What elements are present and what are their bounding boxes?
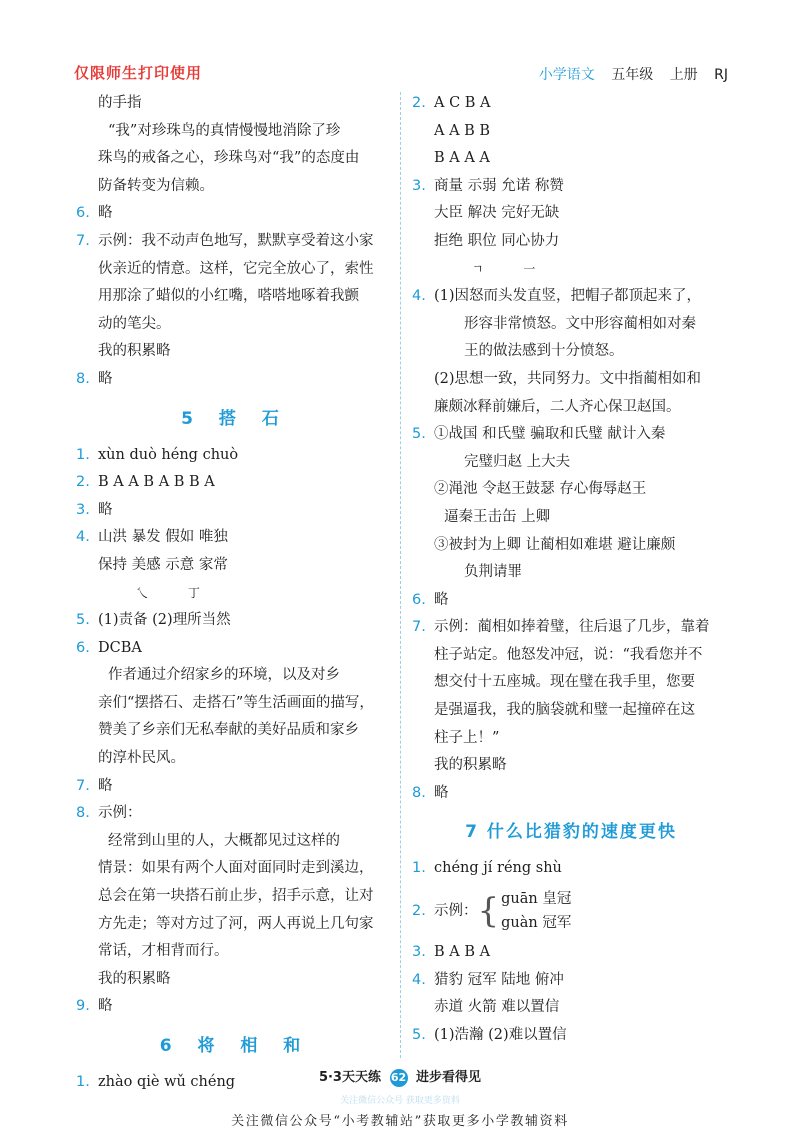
item-number: 3. xyxy=(412,177,426,194)
item-text: 略 xyxy=(98,205,113,222)
answer-line: 形容非常愤怒。文中形容蔺相如对秦 xyxy=(464,315,696,332)
section-heading: 7 什么比猎豹的速度更快 xyxy=(465,822,677,843)
item-text: 示例：我不动声色地写，默默享受着这小家 xyxy=(98,232,374,249)
answer-line: 逼秦王击缶 上卿 xyxy=(444,508,551,525)
item-number: 7. xyxy=(76,232,90,249)
bottom-note: 关注微信公众号“小考教辅站”获取更多小学教辅资料 xyxy=(231,1114,569,1129)
answer-line: 想交付十五座城。现在璧在我手里，您要 xyxy=(434,674,695,691)
answer-line: 珠鸟的戒备之心，珍珠鸟对“我”的态度由 xyxy=(98,150,360,167)
item-text: 商量 示弱 允诺 称赞 xyxy=(434,177,564,194)
volume-label: 上册 xyxy=(669,67,698,83)
subject-label: 小学语文 xyxy=(538,67,595,83)
item-text: 示例：蔺相如捧着璧，往后退了几步，靠着 xyxy=(434,619,710,636)
footer-slogan: 进步看得见 xyxy=(416,1070,482,1085)
answer-line: 的手指 xyxy=(98,95,142,111)
answer-item xyxy=(76,773,394,801)
answer-line: 是强逼我，我的脑袋就和璧一起撞碎在这 xyxy=(434,702,695,719)
item-number: 3. xyxy=(76,501,90,518)
item-number: 8. xyxy=(76,370,90,387)
item-text: 略 xyxy=(98,501,113,518)
brace-symbol: { xyxy=(477,891,500,932)
page-footer xyxy=(0,1066,800,1087)
item-number: 2. xyxy=(412,95,426,111)
item-number: 2. xyxy=(412,903,426,920)
answer-line: A A B B xyxy=(434,122,491,139)
answer-item xyxy=(76,497,394,525)
item-text: B A A B A B B A xyxy=(98,474,215,491)
item-text: 略 xyxy=(98,998,113,1015)
answer-line: 柱子站定。他怒发冲冠，说：“我看您并不 xyxy=(434,646,703,663)
item-number: 8. xyxy=(76,805,90,822)
item-text: 示例： xyxy=(434,903,478,920)
answer-item xyxy=(412,887,730,935)
edition-label: RJ xyxy=(714,67,728,83)
item-number: 8. xyxy=(412,784,426,801)
item-text: 略 xyxy=(434,591,449,608)
item-text: (1)责备 (2)理所当然 xyxy=(98,612,231,629)
item-number: 4. xyxy=(412,288,426,305)
item-number: 5. xyxy=(412,1026,426,1043)
item-number: 2. xyxy=(76,474,90,491)
item-number: 3. xyxy=(412,944,426,961)
stroke-symbols: ㄱ 一 xyxy=(472,261,554,276)
right-column xyxy=(412,90,730,1049)
item-number: 5. xyxy=(412,426,426,443)
item-number: 1. xyxy=(76,446,90,463)
item-text: 山洪 暴发 假如 唯独 xyxy=(98,529,228,546)
answer-line: 经常到山里的人，大概都见过这样的 xyxy=(108,832,340,849)
print-notice: 仅限师生打印使用 xyxy=(74,64,203,82)
answer-line: 负荆请罪 xyxy=(464,564,522,581)
answer-line: ③被封为上卿 让蔺相如难堪 避让廉颇 xyxy=(434,536,676,553)
answer-item xyxy=(412,939,730,967)
answer-line: (2)思想一致，共同努力。文中指蔺相如和 xyxy=(434,370,702,387)
answer-line: 大臣 解决 完好无缺 xyxy=(434,205,560,222)
answer-item xyxy=(412,967,730,995)
answer-line: 我的积累略 xyxy=(98,343,171,360)
answer-item xyxy=(76,607,394,635)
answer-item xyxy=(412,780,730,808)
answer-item xyxy=(412,283,730,311)
item-number: 1. xyxy=(412,860,426,877)
section-heading: 5 搭 石 xyxy=(181,408,289,429)
item-number: 4. xyxy=(412,971,426,988)
answer-item xyxy=(412,173,730,201)
item-number: 7. xyxy=(76,777,90,794)
item-number: 6. xyxy=(76,205,90,222)
answer-line: 保持 美感 示意 家常 xyxy=(98,556,228,573)
pronunciation-stack xyxy=(501,887,571,935)
stroke-symbols: 乀 丁 xyxy=(136,585,218,600)
item-text: 略 xyxy=(434,784,449,801)
item-text: (1)浩瀚 (2)难以置信 xyxy=(434,1026,567,1043)
item-text: 猎豹 冠军 陆地 俯冲 xyxy=(434,971,564,988)
answer-item xyxy=(412,587,730,615)
footer-series: 5·3天天练 xyxy=(318,1070,381,1085)
item-text: 示例： xyxy=(98,805,142,822)
answer-line: 情景：如果有两个人面对面同时走到溪边， xyxy=(98,860,374,877)
answer-line: 拒绝 职位 同心协力 xyxy=(434,232,560,249)
answer-item xyxy=(412,1022,730,1050)
item-text: 略 xyxy=(98,777,113,794)
answer-item xyxy=(412,421,730,449)
answer-item xyxy=(76,993,394,1021)
answer-item xyxy=(76,800,394,828)
item-text: A C B A xyxy=(434,95,491,111)
item-number: 4. xyxy=(76,529,90,546)
item-number: 6. xyxy=(76,639,90,656)
answer-line: 赞美了乡亲们无私奉献的美好品质和家乡 xyxy=(98,722,359,739)
item-number: 9. xyxy=(76,998,90,1015)
item-text: 略 xyxy=(98,370,113,387)
grade-label: 五年级 xyxy=(611,67,654,83)
answer-line: “我”对珍珠鸟的真情慢慢地消除了珍 xyxy=(108,122,341,139)
item-number: 6. xyxy=(412,591,426,608)
left-column xyxy=(76,90,394,1097)
answer-item xyxy=(76,228,394,256)
answer-item xyxy=(76,200,394,228)
section-heading: 6 将 相 和 xyxy=(159,1036,311,1056)
answer-item xyxy=(412,614,730,642)
item-text: chéng jí réng shù xyxy=(434,860,562,877)
answer-item xyxy=(76,442,394,470)
answer-line: 我的积累略 xyxy=(434,757,507,774)
item-text: B A B A xyxy=(434,944,491,961)
page-number: 62 xyxy=(390,1069,408,1087)
answer-line: B A A A xyxy=(434,150,490,167)
item-number: 1. xyxy=(76,1074,90,1090)
answer-line: 王的做法感到十分愤怒。 xyxy=(464,343,624,360)
item-number: 5. xyxy=(76,612,90,629)
pronunciation-top: guān 皇冠 xyxy=(501,891,572,908)
book-info xyxy=(527,64,728,84)
answer-item xyxy=(412,90,730,118)
answer-line: 亲们“摆搭石、走搭石”等生活画面的描写， xyxy=(98,694,374,711)
item-number: 7. xyxy=(412,619,426,636)
answer-line: ②渑池 令赵王鼓瑟 存心侮辱赵王 xyxy=(434,481,647,498)
answer-item xyxy=(76,366,394,394)
item-text: (1)因怒而头发直竖，把帽子都顶起来了， xyxy=(434,288,702,305)
answer-line: 我的积累略 xyxy=(98,970,171,987)
answer-item xyxy=(76,635,394,663)
answer-line: 赤道 火箭 难以置信 xyxy=(434,999,560,1016)
watermark: 关注微信公众号 获取更多资料 xyxy=(340,1096,460,1106)
pronunciation-bottom: guàn 冠军 xyxy=(501,915,572,932)
answer-item xyxy=(76,469,394,497)
answer-line: 总会在第一块搭石前止步，招手示意，让对 xyxy=(98,888,374,905)
answer-item xyxy=(76,524,394,552)
item-text: zhào qiè wǔ chéng xyxy=(98,1074,236,1090)
answer-line: 廉颇冰释前嫌后，二人齐心保卫赵国。 xyxy=(434,398,681,415)
answer-line: 防备转变为信赖。 xyxy=(98,177,214,194)
answer-line: 常话，才相背而行。 xyxy=(98,943,229,960)
answer-line: 柱子上！” xyxy=(434,729,500,746)
answer-item xyxy=(412,855,730,883)
answer-line: 伙亲近的情意。这样，它完全放心了，索性 xyxy=(98,260,374,277)
answer-line: 方先走；等对方过了河，两人再说上几句家 xyxy=(98,915,374,932)
answer-line: 的淳朴民风。 xyxy=(98,750,185,767)
item-text: DCBA xyxy=(98,639,142,656)
answer-line: 完璧归赵 上大夫 xyxy=(464,453,571,470)
answer-line: 用那涂了蜡似的小红嘴，嗒嗒地啄着我颤 xyxy=(98,288,359,305)
item-text: xùn duò héng chuò xyxy=(98,446,239,463)
item-text: ①战国 和氏璧 骗取和氏璧 献计入秦 xyxy=(434,426,666,443)
column-divider xyxy=(400,92,401,1058)
answer-line: 动的笔尖。 xyxy=(98,315,171,332)
answer-line: 作者通过介绍家乡的环境，以及对乡 xyxy=(108,667,340,684)
